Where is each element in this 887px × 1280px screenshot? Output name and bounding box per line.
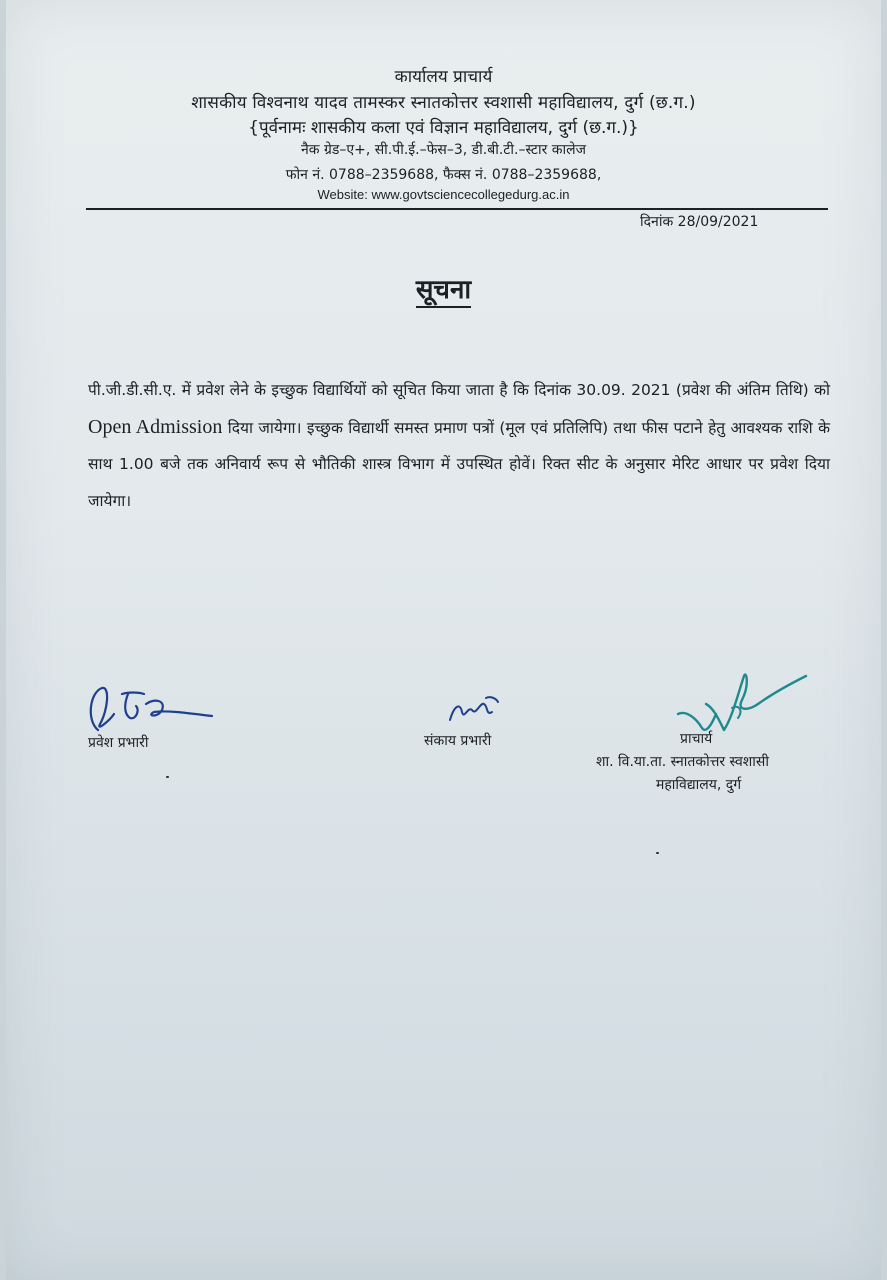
faculty-incharge-label: संकाय प्रभारी [424,733,492,749]
notice-date: दिनांक 28/09/2021 [640,214,759,230]
accreditation-line: नैक ग्रेड–ए+, सी.पी.ई.–फेस–3, डी.बी.टी.–स्टार कालेज [300,142,587,158]
notice-title [0,270,887,306]
former-name: {पूर्वनामः शासकीय कला एवं विज्ञान महाविद्यालय, दुर्ग (छ.ग.)} [248,118,639,138]
notice-body-highlight: Open Admission [88,415,223,438]
paper-speck [656,852,659,854]
faculty-incharge-signature [446,692,506,728]
principal-college-line: शा. वि.या.ता. स्नातकोत्तर स्वशासी [596,754,770,770]
notice-body-part1: पी.जी.डी.सी.ए. में प्रवेश लेने के इच्छुक विद्यार्थियों को सूचित किया जाता है कि दिनांक 30.09. 2021 (प्रवेश की अंतिम तिथि) को [88,381,830,399]
header-divider [86,208,828,210]
notice-title-text: सूचना [416,275,471,308]
principal-label: प्राचार्य [680,731,713,747]
website-line: Website: www.govtsciencecollegedurg.ac.in [317,187,570,202]
admission-incharge-signature [84,680,224,740]
principal-city-line: महाविद्यालय, दुर्ग [656,777,742,793]
notice-body-part2: दिया जायेगा। इच्छुक विद्यार्थी समस्त प्रमाण पत्रों (मूल एवं प्रतिलिपि) तथा फीस पटाने हेतु आवश्यक राशि के साथ 1.00 बजे तक अनिवार्य रूप से भौतिकी शास्त्र विभाग में उपस्थित होवें। रिक्त सीट के अनुसार मेरिट आधार पर प्रवेश दिया जायेगा। [88,418,830,510]
contact-line: फोन नं. 0788–2359688, फैक्स नं. 0788–2359688, [285,167,602,183]
office-heading: कार्यालय प्राचार्य [394,67,493,87]
paper-speck [166,776,169,778]
notice-body [88,372,830,519]
admission-incharge-label: प्रवेश प्रभारी [88,735,149,751]
college-name: शासकीय विश्वनाथ यादव तामस्कर स्नातकोत्तर स्वशासी महाविद्यालय, दुर्ग (छ.ग.) [191,93,696,113]
